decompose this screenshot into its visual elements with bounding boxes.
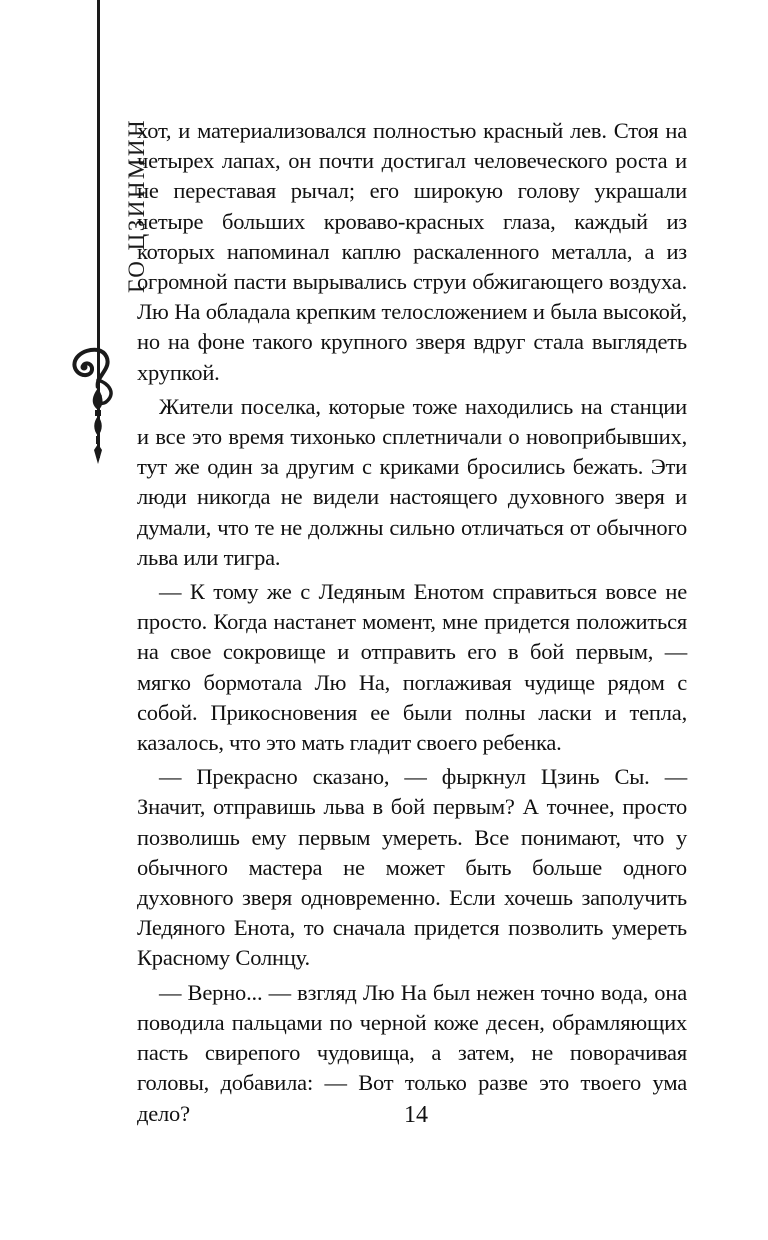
paragraph: — Прекрасно сказано, — фыркнул Цзинь Сы. — Значит, отправишь льва в бой первым? А точнее, просто позволишь ему первым умереть. Все понимают, что у обычного мастера не может быть больше одного духовного зверя одновременно. Если хочешь заполучить Ледяного Енота, то сначала придется позволить умереть Красному Солнцу.	[137, 764, 687, 971]
body-text	[137, 116, 687, 1133]
page-number: 14	[404, 1102, 428, 1128]
scroll-flourish-icon	[62, 340, 134, 470]
paragraph: — К тому же с Ледяным Енотом справиться вовсе не просто. Когда настанет момент, мне придется положиться на свое сокровище и отправить его в бой первым, — мягко бормотала Лю На, поглаживая чудище рядом с собой. Прикосновения ее были полны ласки и тепла, казалось, что это мать гладит своего ребенка.	[137, 579, 687, 756]
running-header-author: ГО ЦЗИНМИН	[124, 117, 149, 293]
paragraph: — Верно... — взгляд Лю На был нежен точно вода, она поводила пальцами по черной коже десен, обрамляющих пасть свирепого чудовища, а затем, не поворачивая головы, добавила: — Вот только разве это твоего ума дело?	[137, 979, 687, 1126]
paragraph: хот, и материализовался полностью красный лев. Стоя на четырех лапах, он почти достигал человеческого роста и не переставая рычал; его широкую голову украшали четыре больших кроваво-красных глаза, каждый из которых напоминал каплю раскаленного металла, а из огромной пасти вырывались струи обжигающего воздуха. Лю На обладала крепким телосложением и была высокой, но на фоне такого крупного зверя вдруг стала выглядеть хрупкой.	[137, 118, 687, 385]
paragraph: Жители поселка, которые тоже находились на станции и все это время тихонько сплетничали о новоприбывших, тут же один за другим с криками бросились бежать. Эти люди никогда не видели настоящего духовного зверя и думали, что те не должны сильно отличаться от обычного льва или тигра.	[137, 393, 687, 570]
